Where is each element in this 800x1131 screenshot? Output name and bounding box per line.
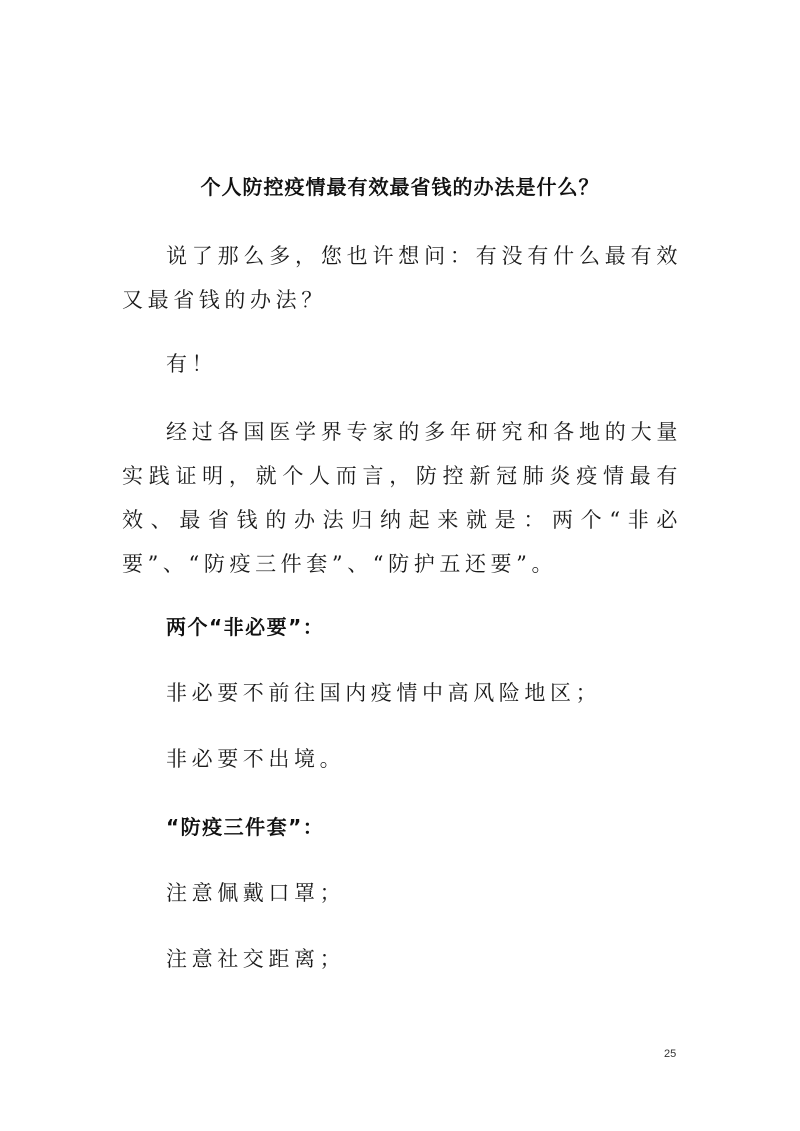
paragraph-explanation: 经过各国医学界专家的多年研究和各地的大量实践证明，就个人而言，防控新冠肺炎疫情最有效、最省钱的办法归纳起来就是：两个“非必要”、“防疫三件套”、“防护五还要”。 — [122, 420, 682, 576]
list-item: 注意社交距离； — [166, 947, 346, 971]
page-number: 25 — [664, 1048, 677, 1060]
list-item: 注意佩戴口罩； — [166, 881, 346, 905]
paragraph-answer: 有！ — [166, 352, 218, 376]
section-heading-three-piece-set: “防疫三件套”： — [166, 815, 325, 839]
paragraph-intro-question: 说了那么多，您也许想问：有没有什么最有效又最省钱的办法？ — [122, 244, 682, 312]
document-title: 个人防控疫情最有效最省钱的办法是什么？ — [200, 175, 600, 199]
list-item: 非必要不前往国内疫情中高风险地区； — [166, 681, 602, 705]
list-item: 非必要不出境。 — [166, 747, 346, 771]
section-heading-two-unnecessary: 两个“非必要”： — [166, 615, 325, 639]
